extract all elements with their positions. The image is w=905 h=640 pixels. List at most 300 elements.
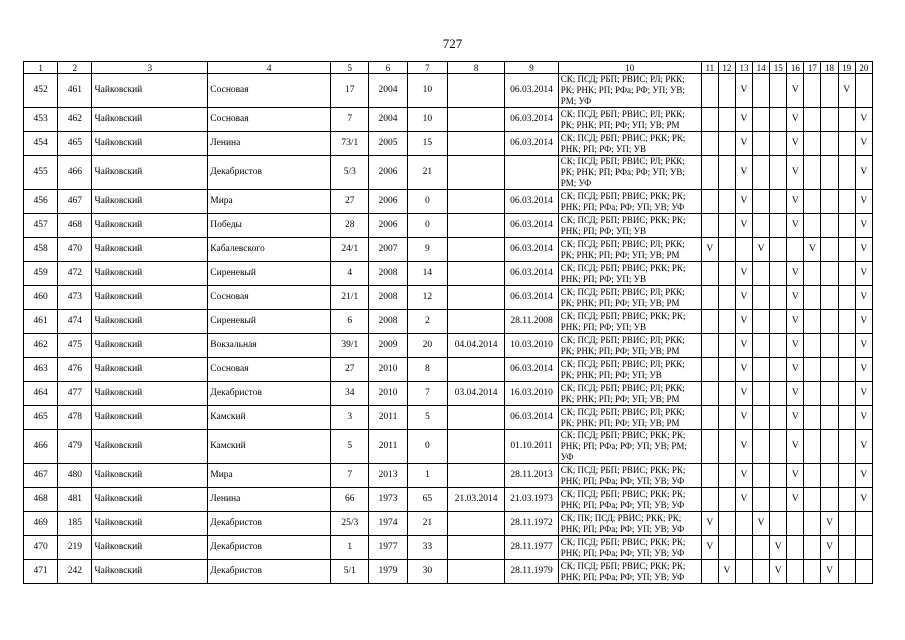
value-cell: 15 xyxy=(407,132,447,156)
house-number-cell: 4 xyxy=(331,262,369,286)
mark-cell: V xyxy=(855,406,872,430)
mark-cell xyxy=(718,214,735,238)
codes-cell: СК; ПСД; РБП; РВИС; РКК; РК; РНК; РП; РФа; РФ; УП; УВ; УФ xyxy=(558,488,701,512)
year-cell: 2010 xyxy=(369,358,407,382)
mark-cell xyxy=(838,238,855,262)
object-id-cell: 467 xyxy=(58,190,92,214)
city-cell: Чайковский xyxy=(92,488,208,512)
date-cell: 06.03.2014 xyxy=(505,262,558,286)
date-cell: 06.03.2014 xyxy=(505,238,558,262)
row-number-cell: 453 xyxy=(24,108,58,132)
city-cell: Чайковский xyxy=(92,536,208,560)
mark-cell: V xyxy=(701,512,718,536)
mark-cell xyxy=(821,334,838,358)
object-id-cell: 474 xyxy=(58,310,92,334)
row-number-cell: 454 xyxy=(24,132,58,156)
table-row xyxy=(24,382,873,406)
mark-cell xyxy=(770,406,787,430)
year-cell: 1979 xyxy=(369,560,407,584)
mark-cell xyxy=(838,560,855,584)
street-cell: Сиреневый xyxy=(208,310,331,334)
mark-cell: V xyxy=(855,334,872,358)
mark-cell xyxy=(821,358,838,382)
table-row xyxy=(24,132,873,156)
mark-cell: V xyxy=(735,214,752,238)
mark-cell xyxy=(718,358,735,382)
mark-cell: V xyxy=(787,108,804,132)
mark-cell: V xyxy=(821,536,838,560)
codes-cell: СК; ПСД; РБП; РВИС; РКК; РК; РНК; РП; РФа; РФ; УП; УВ; УФ xyxy=(558,536,701,560)
value-cell: 10 xyxy=(407,74,447,108)
codes-cell: СК; ПСД; РБП; РВИС; РКК; РК; РНК; РП; РФа; РФ; УП; УВ; УФ xyxy=(558,464,701,488)
date-cell: 16.03.2010 xyxy=(505,382,558,406)
table-row xyxy=(24,190,873,214)
mark-cell xyxy=(735,560,752,584)
object-id-cell: 461 xyxy=(58,74,92,108)
value-cell: 0 xyxy=(407,214,447,238)
value-cell: 5 xyxy=(407,406,447,430)
date-cell: 01.10.2011 xyxy=(505,430,558,464)
street-cell: Сосновая xyxy=(208,108,331,132)
year-cell: 2013 xyxy=(369,464,407,488)
mark-cell xyxy=(701,190,718,214)
city-cell: Чайковский xyxy=(92,382,208,406)
mark-cell xyxy=(718,310,735,334)
mark-cell xyxy=(821,214,838,238)
mark-cell: V xyxy=(735,262,752,286)
mark-cell xyxy=(701,488,718,512)
column-header: 18 xyxy=(821,62,838,74)
mark-cell xyxy=(753,560,770,584)
column-header: 12 xyxy=(718,62,735,74)
mark-cell xyxy=(804,512,821,536)
date-cell xyxy=(505,156,558,190)
mark-cell xyxy=(804,310,821,334)
mark-cell xyxy=(838,358,855,382)
city-cell: Чайковский xyxy=(92,214,208,238)
value-cell: 30 xyxy=(407,560,447,584)
mark-cell xyxy=(753,156,770,190)
street-cell: Ленина xyxy=(208,132,331,156)
street-cell: Кабалевского xyxy=(208,238,331,262)
mark-cell xyxy=(821,238,838,262)
city-cell: Чайковский xyxy=(92,430,208,464)
street-cell: Мира xyxy=(208,464,331,488)
mark-cell xyxy=(804,406,821,430)
value-cell: 0 xyxy=(407,430,447,464)
table-row xyxy=(24,406,873,430)
street-cell: Декабристов xyxy=(208,382,331,406)
codes-cell: СК; ПСД; РБП; РВИС; РКК; РК; РНК; РП; РФ; УП; УВ xyxy=(558,214,701,238)
city-cell: Чайковский xyxy=(92,334,208,358)
table-body xyxy=(24,62,873,584)
mark-cell: V xyxy=(855,358,872,382)
mark-cell xyxy=(753,382,770,406)
date-cell: 28.11.1979 xyxy=(505,560,558,584)
mark-cell xyxy=(838,382,855,406)
date-cell: 10.03.2010 xyxy=(505,334,558,358)
column-header: 8 xyxy=(447,62,504,74)
city-cell: Чайковский xyxy=(92,132,208,156)
mark-cell xyxy=(718,334,735,358)
value-cell: 0 xyxy=(407,190,447,214)
street-cell: Мира xyxy=(208,190,331,214)
table-row xyxy=(24,286,873,310)
house-number-cell: 39/1 xyxy=(331,334,369,358)
mark-cell xyxy=(753,190,770,214)
mark-cell xyxy=(718,132,735,156)
street-cell: Победы xyxy=(208,214,331,238)
mark-cell xyxy=(770,334,787,358)
house-number-cell: 3 xyxy=(331,406,369,430)
date-cell: 06.03.2014 xyxy=(505,406,558,430)
mark-cell: V xyxy=(855,132,872,156)
value-cell: 7 xyxy=(407,382,447,406)
mark-cell: V xyxy=(821,512,838,536)
street-cell: Декабристов xyxy=(208,560,331,584)
city-cell: Чайковский xyxy=(92,464,208,488)
mark-cell xyxy=(838,488,855,512)
column-header: 15 xyxy=(770,62,787,74)
row-number-cell: 464 xyxy=(24,382,58,406)
value-cell: 21 xyxy=(407,156,447,190)
city-cell: Чайковский xyxy=(92,406,208,430)
mark-cell xyxy=(838,430,855,464)
object-id-cell: 470 xyxy=(58,238,92,262)
house-number-cell: 6 xyxy=(331,310,369,334)
mark-cell xyxy=(770,286,787,310)
table-row xyxy=(24,156,873,190)
mark-cell: V xyxy=(855,464,872,488)
mark-cell xyxy=(753,74,770,108)
mark-cell xyxy=(821,262,838,286)
mark-cell xyxy=(718,108,735,132)
mark-cell: V xyxy=(735,156,752,190)
mark-cell xyxy=(838,132,855,156)
mark-cell: V xyxy=(701,238,718,262)
mark-cell xyxy=(821,464,838,488)
mark-cell xyxy=(770,512,787,536)
year-cell: 2007 xyxy=(369,238,407,262)
date-cell: 06.03.2014 xyxy=(505,132,558,156)
table-row xyxy=(24,464,873,488)
mark-cell xyxy=(753,214,770,238)
city-cell: Чайковский xyxy=(92,156,208,190)
mark-cell xyxy=(718,430,735,464)
mark-cell xyxy=(804,536,821,560)
house-number-cell: 25/3 xyxy=(331,512,369,536)
mark-cell: V xyxy=(701,536,718,560)
city-cell: Чайковский xyxy=(92,560,208,584)
column-header: 20 xyxy=(855,62,872,74)
row-number-cell: 457 xyxy=(24,214,58,238)
mark-cell xyxy=(770,464,787,488)
row-number-cell: 465 xyxy=(24,406,58,430)
date-cell: 06.03.2014 xyxy=(505,358,558,382)
mark-cell xyxy=(804,464,821,488)
mark-cell: V xyxy=(735,464,752,488)
mark-cell xyxy=(770,262,787,286)
table-row xyxy=(24,214,873,238)
mark-cell xyxy=(770,74,787,108)
table-row xyxy=(24,536,873,560)
mark-cell xyxy=(701,406,718,430)
year-cell: 2011 xyxy=(369,430,407,464)
house-number-cell: 5 xyxy=(331,430,369,464)
row-number-cell: 458 xyxy=(24,238,58,262)
mark-cell xyxy=(753,262,770,286)
mark-cell xyxy=(770,382,787,406)
object-id-cell: 466 xyxy=(58,156,92,190)
codes-cell: СК; ПСД; РБП; РВИС; РЛ; РКК; РК; РНК; РП; РФ; УП; УВ; РМ xyxy=(558,382,701,406)
date-cell: 03.04.2014 xyxy=(447,382,504,406)
codes-cell: СК; ПСД; РБП; РВИС; РЛ; РКК; РК; РНК; РП; РФ; УП; УВ; РМ xyxy=(558,406,701,430)
mark-cell: V xyxy=(770,560,787,584)
mark-cell xyxy=(718,488,735,512)
mark-cell: V xyxy=(787,132,804,156)
street-cell: Вокзальная xyxy=(208,334,331,358)
mark-cell xyxy=(753,536,770,560)
date-cell xyxy=(447,238,504,262)
city-cell: Чайковский xyxy=(92,512,208,536)
object-id-cell: 468 xyxy=(58,214,92,238)
mark-cell xyxy=(701,310,718,334)
object-id-cell: 475 xyxy=(58,334,92,358)
mark-cell xyxy=(821,190,838,214)
street-cell: Сосновая xyxy=(208,286,331,310)
value-cell: 8 xyxy=(407,358,447,382)
mark-cell: V xyxy=(753,238,770,262)
date-cell xyxy=(447,560,504,584)
column-header: 4 xyxy=(208,62,331,74)
value-cell: 1 xyxy=(407,464,447,488)
mark-cell: V xyxy=(855,488,872,512)
object-id-cell: 477 xyxy=(58,382,92,406)
mark-cell: V xyxy=(735,488,752,512)
mark-cell xyxy=(753,286,770,310)
house-number-cell: 17 xyxy=(331,74,369,108)
mark-cell: V xyxy=(855,310,872,334)
date-cell xyxy=(447,108,504,132)
mark-cell xyxy=(753,132,770,156)
house-number-cell: 73/1 xyxy=(331,132,369,156)
mark-cell: V xyxy=(735,132,752,156)
table-row xyxy=(24,74,873,108)
row-number-cell: 471 xyxy=(24,560,58,584)
object-id-cell: 465 xyxy=(58,132,92,156)
object-id-cell: 472 xyxy=(58,262,92,286)
row-number-cell: 456 xyxy=(24,190,58,214)
table-row xyxy=(24,262,873,286)
mark-cell xyxy=(804,74,821,108)
year-cell: 2004 xyxy=(369,74,407,108)
mark-cell xyxy=(821,108,838,132)
mark-cell xyxy=(855,74,872,108)
mark-cell: V xyxy=(821,560,838,584)
date-cell xyxy=(447,512,504,536)
mark-cell xyxy=(753,108,770,132)
mark-cell: V xyxy=(787,358,804,382)
codes-cell: СК; ПСД; РБП; РВИС; РКК; РК; РНК; РП; РФ; УП; УВ xyxy=(558,310,701,334)
value-cell: 12 xyxy=(407,286,447,310)
mark-cell: V xyxy=(787,214,804,238)
mark-cell xyxy=(718,190,735,214)
header-row xyxy=(24,62,873,74)
mark-cell xyxy=(735,536,752,560)
row-number-cell: 462 xyxy=(24,334,58,358)
mark-cell xyxy=(701,358,718,382)
row-number-cell: 468 xyxy=(24,488,58,512)
object-id-cell: 479 xyxy=(58,430,92,464)
date-cell xyxy=(447,310,504,334)
codes-cell: СК; ПСД; РБП; РВИС; РЛ; РКК; РК; РНК; РП; РФа; РФ; УП; УВ; РМ; УФ xyxy=(558,156,701,190)
city-cell: Чайковский xyxy=(92,108,208,132)
date-cell xyxy=(447,536,504,560)
mark-cell: V xyxy=(787,156,804,190)
mark-cell xyxy=(701,430,718,464)
mark-cell: V xyxy=(787,488,804,512)
mark-cell xyxy=(770,156,787,190)
row-number-cell: 466 xyxy=(24,430,58,464)
column-header: 19 xyxy=(838,62,855,74)
mark-cell xyxy=(821,74,838,108)
mark-cell xyxy=(718,382,735,406)
street-cell: Камский xyxy=(208,430,331,464)
row-number-cell: 470 xyxy=(24,536,58,560)
date-cell: 21.03.2014 xyxy=(447,488,504,512)
date-cell: 04.04.2014 xyxy=(447,334,504,358)
mark-cell: V xyxy=(735,358,752,382)
table-row xyxy=(24,512,873,536)
mark-cell xyxy=(770,132,787,156)
mark-cell xyxy=(821,156,838,190)
mark-cell: V xyxy=(770,536,787,560)
mark-cell xyxy=(718,156,735,190)
mark-cell: V xyxy=(735,334,752,358)
column-header: 14 xyxy=(753,62,770,74)
codes-cell: СК; ПК; ПСД; РВИС; РКК; РК; РНК; РП; РФа; РФ; УП; УВ; УФ xyxy=(558,512,701,536)
mark-cell xyxy=(804,262,821,286)
mark-cell: V xyxy=(787,382,804,406)
table-row xyxy=(24,108,873,132)
year-cell: 2008 xyxy=(369,262,407,286)
object-id-cell: 185 xyxy=(58,512,92,536)
date-cell xyxy=(447,214,504,238)
house-number-cell: 27 xyxy=(331,358,369,382)
object-id-cell: 481 xyxy=(58,488,92,512)
year-cell: 2006 xyxy=(369,214,407,238)
mark-cell: V xyxy=(735,108,752,132)
mark-cell xyxy=(718,512,735,536)
column-header: 13 xyxy=(735,62,752,74)
column-header: 1 xyxy=(24,62,58,74)
year-cell: 2008 xyxy=(369,286,407,310)
mark-cell xyxy=(770,358,787,382)
mark-cell xyxy=(770,430,787,464)
date-cell: 06.03.2014 xyxy=(505,74,558,108)
codes-cell: СК; ПСД; РБП; РВИС; РЛ; РКК; РК; РНК; РП; РФ; УП; УВ; РМ xyxy=(558,286,701,310)
mark-cell xyxy=(787,238,804,262)
mark-cell xyxy=(821,132,838,156)
house-number-cell: 5/1 xyxy=(331,560,369,584)
table-row xyxy=(24,310,873,334)
mark-cell xyxy=(838,190,855,214)
column-header: 7 xyxy=(407,62,447,74)
column-header: 11 xyxy=(701,62,718,74)
mark-cell xyxy=(838,286,855,310)
mark-cell xyxy=(701,560,718,584)
city-cell: Чайковский xyxy=(92,190,208,214)
house-number-cell: 5/3 xyxy=(331,156,369,190)
row-number-cell: 452 xyxy=(24,74,58,108)
codes-cell: СК; ПСД; РБП; РВИС; РЛ; РКК; РК; РНК; РП; РФа; РФ; УП; УВ; РМ; УФ xyxy=(558,74,701,108)
year-cell: 2005 xyxy=(369,132,407,156)
street-cell: Сосновая xyxy=(208,74,331,108)
mark-cell xyxy=(804,156,821,190)
mark-cell: V xyxy=(855,156,872,190)
house-number-cell: 1 xyxy=(331,536,369,560)
value-cell: 14 xyxy=(407,262,447,286)
mark-cell: V xyxy=(787,286,804,310)
mark-cell: V xyxy=(787,464,804,488)
mark-cell xyxy=(701,74,718,108)
mark-cell: V xyxy=(753,512,770,536)
mark-cell xyxy=(838,108,855,132)
mark-cell xyxy=(735,238,752,262)
mark-cell xyxy=(804,488,821,512)
row-number-cell: 469 xyxy=(24,512,58,536)
object-id-cell: 242 xyxy=(58,560,92,584)
mark-cell: V xyxy=(787,430,804,464)
table-row xyxy=(24,488,873,512)
column-header: 3 xyxy=(92,62,208,74)
year-cell: 2009 xyxy=(369,334,407,358)
mark-cell xyxy=(770,310,787,334)
mark-cell xyxy=(753,488,770,512)
mark-cell xyxy=(838,406,855,430)
value-cell: 20 xyxy=(407,334,447,358)
mark-cell: V xyxy=(804,238,821,262)
row-number-cell: 467 xyxy=(24,464,58,488)
register-table xyxy=(23,61,873,584)
mark-cell xyxy=(701,464,718,488)
street-cell: Декабристов xyxy=(208,156,331,190)
codes-cell: СК; ПСД; РБП; РВИС; РЛ; РКК; РК; РНК; РП; РФ; УП; УВ; РМ xyxy=(558,334,701,358)
value-cell: 65 xyxy=(407,488,447,512)
mark-cell xyxy=(718,74,735,108)
mark-cell xyxy=(821,310,838,334)
mark-cell: V xyxy=(787,406,804,430)
mark-cell xyxy=(770,214,787,238)
mark-cell xyxy=(770,238,787,262)
year-cell: 1977 xyxy=(369,536,407,560)
date-cell xyxy=(447,132,504,156)
mark-cell: V xyxy=(838,74,855,108)
mark-cell: V xyxy=(787,334,804,358)
mark-cell xyxy=(804,382,821,406)
house-number-cell: 34 xyxy=(331,382,369,406)
mark-cell: V xyxy=(855,382,872,406)
codes-cell: СК; ПСД; РБП; РВИС; РКК; РК; РНК; РП; РФ; УП; УВ xyxy=(558,262,701,286)
mark-cell xyxy=(821,286,838,310)
codes-cell: СК; ПСД; РБП; РВИС; РЛ; РКК; РК; РНК; РП; РФ; УП; УВ xyxy=(558,358,701,382)
mark-cell xyxy=(821,382,838,406)
mark-cell: V xyxy=(787,310,804,334)
year-cell: 2006 xyxy=(369,190,407,214)
mark-cell xyxy=(855,536,872,560)
mark-cell xyxy=(770,190,787,214)
year-cell: 2004 xyxy=(369,108,407,132)
